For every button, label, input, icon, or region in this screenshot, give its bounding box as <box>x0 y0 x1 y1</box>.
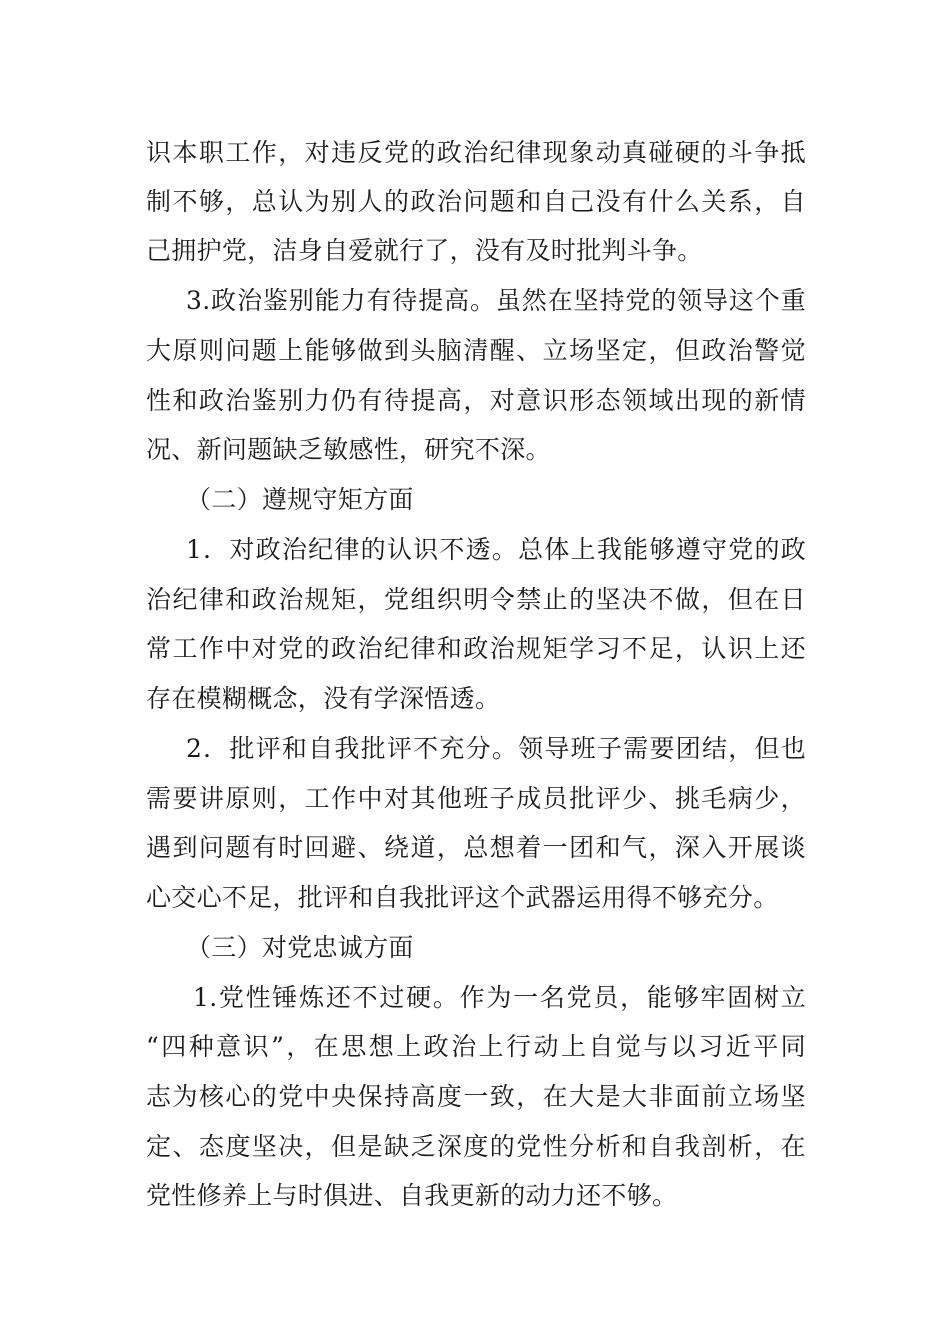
paragraph-line: 3.政治鉴别能力有待提高。虽然在坚持党的领导这个重 <box>186 286 806 315</box>
paragraph-line: “四种意识”，在思想上政治上行动上自觉与以习近平同 <box>146 1032 806 1061</box>
paragraph-line: 常工作中对党的政治纪律和政治规矩学习不足，认识上还 <box>146 634 806 663</box>
paragraph-line: 己拥护党，洁身自爱就行了，没有及时批判斗争。 <box>146 236 703 265</box>
paragraph-line: 识本职工作，对违反党的政治纪律现象动真碰硬的斗争抵 <box>146 138 806 167</box>
section-heading: （三）对党忠诚方面 <box>186 933 414 962</box>
paragraph-line: 心交心不足，批评和自我批评这个武器运用得不够充分。 <box>146 883 779 912</box>
paragraph-line: 存在模糊概念，没有学深悟透。 <box>146 684 501 713</box>
paragraph-line: 治纪律和政治规矩，党组织明令禁止的坚决不做，但在日 <box>146 585 806 614</box>
paragraph-line: 1.党性锤炼还不过硬。作为一名党员，能够牢固树立 <box>193 983 806 1012</box>
paragraph-line: 需要讲原则，工作中对其他班子成员批评少、挑毛病少， <box>146 784 806 813</box>
section-heading: （二）遵规守矩方面 <box>186 485 414 514</box>
paragraph-line: 制不够，总认为别人的政治问题和自己没有什么关系，自 <box>146 187 806 216</box>
paragraph-line: 况、新问题缺乏敏感性，研究不深。 <box>146 435 551 464</box>
paragraph-line: 党性修养上与时俱进、自我更新的动力还不够。 <box>146 1181 678 1210</box>
paragraph-line: 2．批评和自我批评不充分。领导班子需要团结，但也 <box>186 734 806 763</box>
paragraph-line: 志为核心的党中央保持高度一致，在大是大非面前立场坚 <box>146 1082 806 1111</box>
paragraph-line: 大原则问题上能够做到头脑清醒、立场坚定，但政治警觉 <box>146 336 806 365</box>
paragraph-line: 1．对政治纪律的认识不透。总体上我能够遵守党的政 <box>186 535 806 564</box>
paragraph-line: 遇到问题有时回避、绕道，总想着一团和气，深入开展谈 <box>146 833 806 862</box>
paragraph-line: 性和政治鉴别力仍有待提高，对意识形态领域出现的新情 <box>146 386 806 415</box>
paragraph-line: 定、态度坚决，但是缺乏深度的党性分析和自我剖析，在 <box>146 1132 806 1161</box>
